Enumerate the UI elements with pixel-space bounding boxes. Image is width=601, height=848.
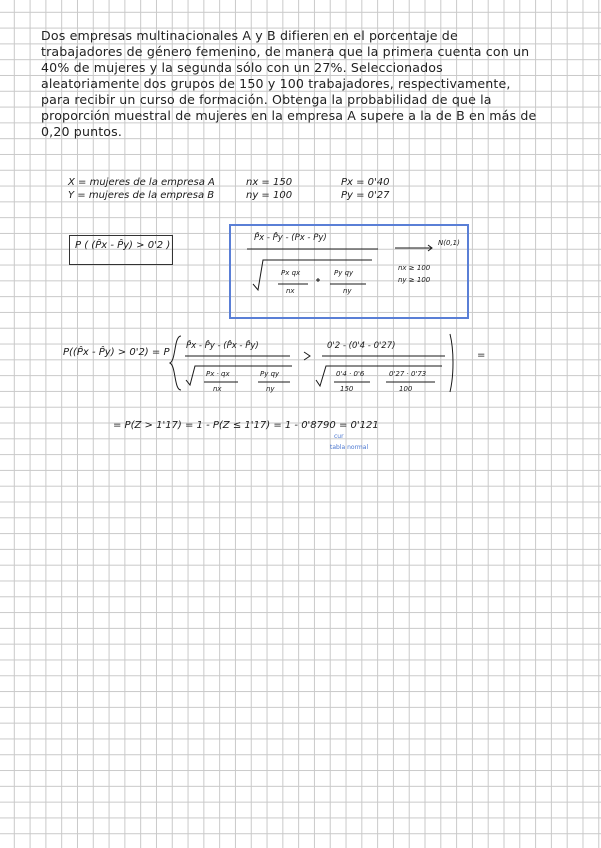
- step-den1-numerator: Px · qx: [206, 370, 230, 378]
- sample-size-y: ny = 100: [246, 190, 293, 201]
- step-den1-denominator: nx: [213, 385, 222, 393]
- step-den2-numerator: Py qy: [260, 370, 280, 378]
- problem-line: 40% de mujeres y la segunda sólo con un 27%. Seleccionados: [41, 60, 443, 75]
- right-bracket: [450, 334, 453, 392]
- problem-line: proporción muestral de mujeres en la empresa A supere a la de B en más de: [41, 108, 537, 123]
- problem-line: aleatoriamente dos grupos de 150 y 100 trabajadores, respectivamente,: [41, 76, 511, 91]
- step-rhs-den2-denominator: 100: [399, 385, 413, 393]
- formula-den-left-denominator: nx: [286, 287, 295, 295]
- sample-size-x: nx = 150: [246, 177, 293, 188]
- equals-sign: =: [477, 350, 486, 361]
- problem-line: Dos empresas multinacionales A y B difieren en el porcentaje de: [41, 28, 458, 43]
- definition-x: X = mujeres de la empresa A: [68, 177, 215, 188]
- normal-distribution-label: N(0,1): [438, 239, 460, 247]
- proportion-y: Py = 0'27: [341, 190, 390, 201]
- target-probability: P ( (P̂x - P̂y) > 0'2 ): [75, 240, 171, 251]
- step-rhs-den1-denominator: 150: [340, 385, 354, 393]
- formula-den-right-numerator: Py qy: [334, 269, 354, 277]
- greater-than-sign: [304, 352, 310, 360]
- proportion-x: Px = 0'40: [341, 177, 390, 188]
- formula-numerator: P̂x - P̂y - (Px - Py): [254, 233, 327, 243]
- condition-ny: ny ≥ 100: [398, 276, 431, 284]
- condition-nx: nx ≥ 100: [398, 264, 431, 272]
- problem-line: trabajadores de género femenino, de manera que la primera cuenta con un: [41, 44, 530, 59]
- step-rhs-numerator: 0'2 - (0'4 - 0'27): [327, 341, 396, 351]
- formula-den-right-denominator: ny: [343, 287, 352, 295]
- step-numerator: P̂x - P̂y - (P̂x - P̂y): [186, 341, 259, 351]
- step-lhs: P((P̂x - P̂y) > 0'2) = P: [63, 347, 170, 358]
- cur-note: cur: [334, 433, 344, 440]
- radical-sign: [316, 366, 442, 386]
- problem-line: 0,20 puntos.: [41, 124, 123, 139]
- formula-den-left-numerator: Px qx: [281, 269, 301, 277]
- definition-y: Y = mujeres de la empresa B: [68, 190, 215, 201]
- tabla-normal-note: tabla normal: [330, 444, 369, 451]
- problem-line: para recibir un curso de formación. Obtenga la probabilidad de que la: [41, 92, 492, 107]
- step-rhs-den2-numerator: 0'27 · 0'73: [389, 370, 427, 378]
- radical-sign: [253, 260, 372, 290]
- left-brace: [170, 336, 181, 390]
- final-result: = P(Z > 1'17) = 1 - P(Z ≤ 1'17) = 1 - 0'8790 = 0'121: [113, 420, 379, 431]
- step-den2-denominator: ny: [266, 385, 275, 393]
- step-rhs-den1-numerator: 0'4 · 0'6: [336, 370, 365, 378]
